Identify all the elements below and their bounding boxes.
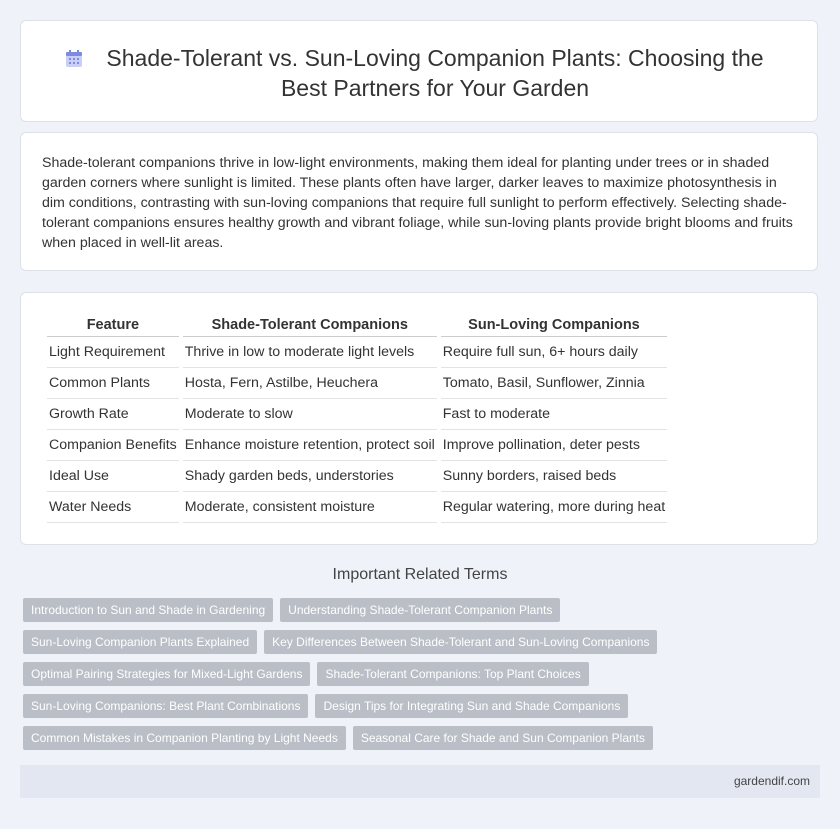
footer: [20, 765, 820, 798]
table-cell: Companion Benefits: [47, 430, 179, 461]
related-term-link[interactable]: Key Differences Between Shade-Tolerant and Sun-Loving Companions: [264, 630, 657, 654]
table-row: [47, 461, 667, 492]
table-cell: Fast to moderate: [441, 399, 667, 430]
comparison-card: [20, 292, 818, 545]
related-term-link[interactable]: Common Mistakes in Companion Planting by Light Needs: [23, 726, 346, 750]
table-cell: Hosta, Fern, Astilbe, Heuchera: [183, 368, 437, 399]
table-cell: Light Requirement: [47, 337, 179, 368]
table-header-row: [47, 314, 667, 337]
related-term-link[interactable]: Seasonal Care for Shade and Sun Companion Plants: [353, 726, 653, 750]
related-term-link[interactable]: Sun-Loving Companion Plants Explained: [23, 630, 257, 654]
header-card: [20, 20, 818, 122]
table-row: [47, 368, 667, 399]
table-cell: Moderate, consistent moisture: [183, 492, 437, 523]
related-term-link[interactable]: Shade-Tolerant Companions: Top Plant Choices: [317, 662, 588, 686]
page-title: Shade-Tolerant vs. Sun-Loving Companion Plants: Choosing the Best Partners for Your Garden: [106, 45, 764, 101]
table-cell: Enhance moisture retention, protect soil: [183, 430, 437, 461]
table-cell: Tomato, Basil, Sunflower, Zinnia: [441, 368, 667, 399]
footer-site-link[interactable]: gardendif.com: [733, 774, 810, 788]
intro-paragraph: Shade-tolerant companions thrive in low-light environments, making them ideal for planting under trees or in shaded garden corners where sunlight is limited. These plants often have larger, darker leaves to maximize photosynthesis in dim conditions, contrasting with sun-loving companions that require full sunlight to perform effectively. Selecting shade-tolerant companions ensures healthy growth and vibrant foliage, while sun-loving plants provide bright blooms and fruits when placed in well-lit areas.: [42, 155, 793, 251]
calendar-icon: [64, 49, 84, 69]
table-cell: Improve pollination, deter pests: [441, 430, 667, 461]
table-cell: Growth Rate: [47, 399, 179, 430]
table-cell: Moderate to slow: [183, 399, 437, 430]
table-cell: Require full sun, 6+ hours daily: [441, 337, 667, 368]
intro-card: [20, 132, 818, 271]
table-row: [47, 399, 667, 430]
table-row: [47, 430, 667, 461]
related-term-link[interactable]: Introduction to Sun and Shade in Gardening: [23, 598, 273, 622]
table-row: [47, 337, 667, 368]
page-title-wrap: [21, 43, 817, 103]
table-cell: Ideal Use: [47, 461, 179, 492]
table-cell: Thrive in low to moderate light levels: [183, 337, 437, 368]
table-cell: Common Plants: [47, 368, 179, 399]
column-header: Feature: [47, 314, 179, 337]
related-terms-list: [23, 598, 803, 758]
related-term-link[interactable]: Optimal Pairing Strategies for Mixed-Light Gardens: [23, 662, 310, 686]
related-term-link[interactable]: Understanding Shade-Tolerant Companion Plants: [280, 598, 560, 622]
table-cell: Sunny borders, raised beds: [441, 461, 667, 492]
table-cell: Shady garden beds, understories: [183, 461, 437, 492]
table-cell: Regular watering, more during heat: [441, 492, 667, 523]
related-terms-heading: Important Related Terms: [332, 566, 508, 583]
column-header: Sun-Loving Companions: [441, 314, 667, 337]
comparison-table: [43, 314, 671, 523]
column-header: Shade-Tolerant Companions: [183, 314, 437, 337]
related-term-link[interactable]: Sun-Loving Companions: Best Plant Combinations: [23, 694, 308, 718]
table-row: [47, 492, 667, 523]
related-term-link[interactable]: Design Tips for Integrating Sun and Shade Companions: [315, 694, 628, 718]
table-cell: Water Needs: [47, 492, 179, 523]
